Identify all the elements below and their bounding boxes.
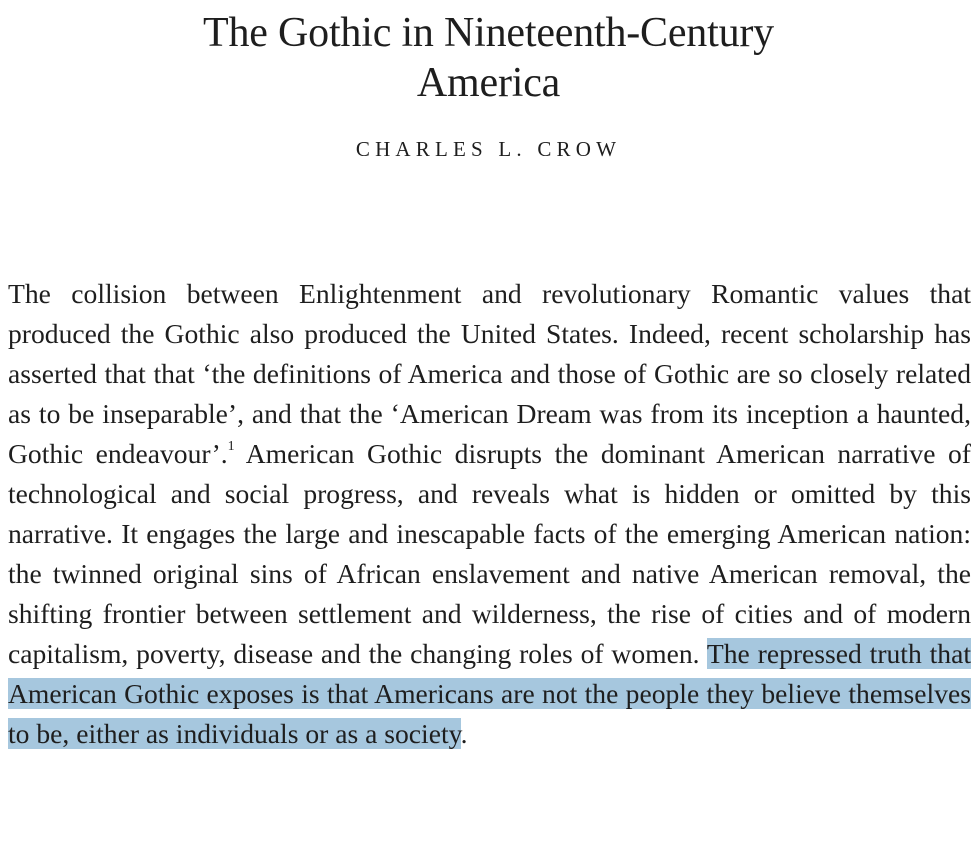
chapter-title-line-1: The Gothic in Nineteenth-Century bbox=[203, 10, 774, 56]
paragraph-text-2: American Gothic disrupts the dominant American narrative of technological and social progress, and reveals what is hidden or omitted by this narrative. It engages the large and inescapable facts of the emerging American nation: the twinned original sins of African enslavement and native American removal, the shifting frontier between settlement and wilderness, the rise of cities and of modern capitalism, poverty, disease and the changing roles of women. bbox=[8, 438, 971, 669]
chapter-title bbox=[0, 8, 977, 108]
footnote-marker[interactable]: 1 bbox=[227, 439, 235, 454]
paragraph-end: . bbox=[460, 718, 468, 749]
author-name: CHARLES L. CROW bbox=[355, 137, 622, 161]
text-selection-highlight[interactable]: The repressed truth that American Gothic exposes is that Americans are not the people they believe themselves to be, either as individuals or as a society bbox=[8, 638, 971, 749]
chapter-title-line-2: America bbox=[416, 60, 561, 106]
paragraph-text-1: The collision between Enlightenment and revolutionary Romantic values that produced the Gothic also produced the United States. Indeed, recent scholarship has asserted that that ‘the definitions of America and those of Gothic are so closely related as to be inseparable’, and that the ‘American Dream was from its inception a haunted, Gothic endeavour’. bbox=[8, 278, 971, 469]
body-paragraph[interactable] bbox=[8, 274, 971, 754]
